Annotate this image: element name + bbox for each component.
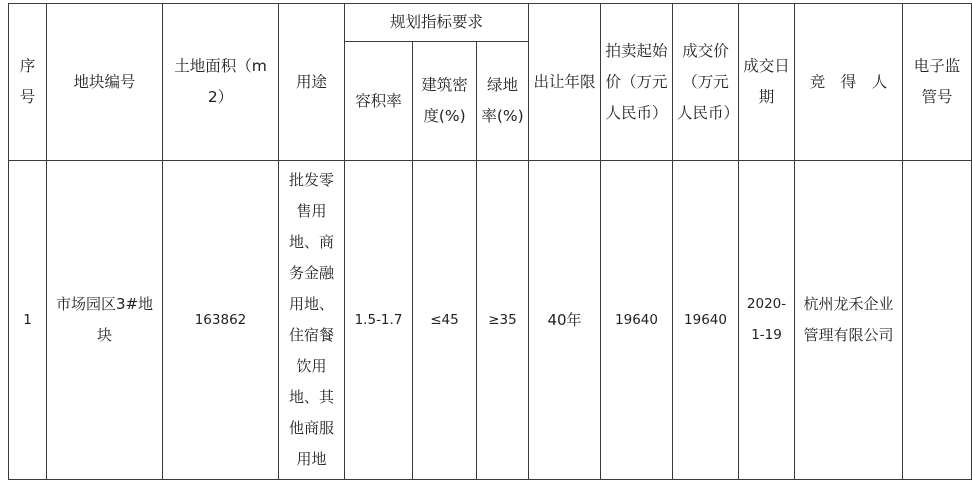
header-usage: 用途 (279, 4, 345, 161)
header-term: 出让年限 (529, 4, 601, 161)
header-start-price: 拍卖起始价（万元人民币） (601, 4, 673, 161)
cell-usage: 批发零售用地、商务金融用地、住宿餐饮用地、其他商服用地 (279, 161, 345, 480)
header-plot-no: 地块编号 (47, 4, 163, 161)
cell-winner: 杭州龙禾企业管理有限公司 (795, 161, 903, 480)
land-transfer-table (8, 3, 972, 480)
cell-density: ≤45 (413, 161, 477, 480)
cell-supervision (903, 161, 972, 480)
cell-seq: 1 (9, 161, 47, 480)
table-row (9, 161, 972, 480)
header-row-1 (9, 4, 972, 42)
cell-area: 163862 (163, 161, 279, 480)
header-deal-date: 成交日期 (739, 4, 795, 161)
cell-deal-date: 2020-1-19 (739, 161, 795, 480)
cell-plot-ratio: 1.5-1.7 (345, 161, 413, 480)
header-green: 绿地率(%) (477, 42, 529, 161)
header-density: 建筑密度(%) (413, 42, 477, 161)
header-winner: 竞 得 人 (795, 4, 903, 161)
header-deal-price: 成交价（万元人民币） (673, 4, 739, 161)
cell-start-price: 19640 (601, 161, 673, 480)
header-supervision: 电子监管号 (903, 4, 972, 161)
land-transfer-table-container (8, 3, 972, 480)
cell-term: 40年 (529, 161, 601, 480)
cell-plot-no: 市场园区3#地块 (47, 161, 163, 480)
header-area: 土地面积（m2） (163, 4, 279, 161)
header-planning-group: 规划指标要求 (345, 4, 529, 42)
header-plot-ratio: 容积率 (345, 42, 413, 161)
cell-green: ≥35 (477, 161, 529, 480)
header-seq: 序号 (9, 4, 47, 161)
cell-deal-price: 19640 (673, 161, 739, 480)
